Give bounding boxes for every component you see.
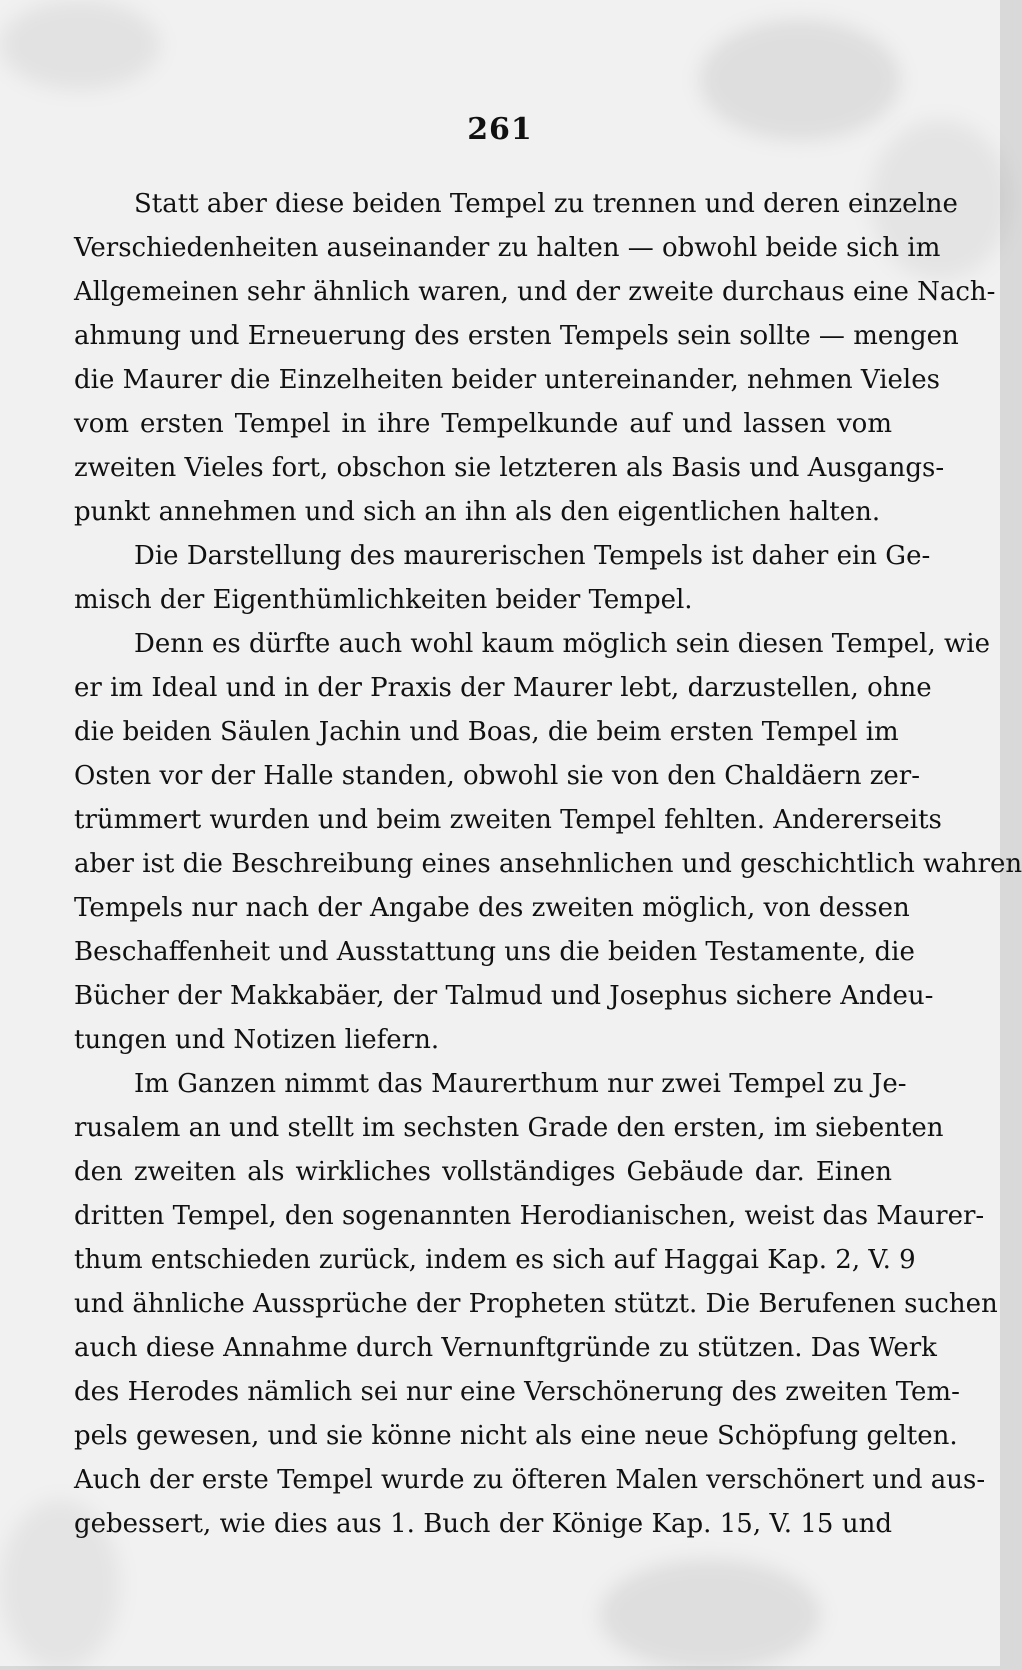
paper-stain bbox=[600, 1560, 820, 1670]
text-line: Beschaffenheit und Ausstattung uns die beiden Testamente, die bbox=[74, 937, 915, 967]
text-line: vom ersten Tempel in ihre Tempelkunde auf und lassen vom bbox=[74, 409, 892, 439]
text-line: Im Ganzen nimmt das Maurerthum nur zwei Tempel zu Je- bbox=[134, 1069, 907, 1099]
text-line: Tempels nur nach der Angabe des zweiten möglich, von dessen bbox=[74, 893, 910, 923]
paragraph-4 bbox=[74, 1062, 998, 1546]
text-line: rusalem an und stellt im sechsten Grade den ersten, im siebenten bbox=[74, 1113, 944, 1143]
text-line: Osten vor der Halle standen, obwohl sie von den Chaldäern zer- bbox=[74, 761, 921, 791]
text-line: trümmert wurden und beim zweiten Tempel fehlten. Andererseits bbox=[74, 805, 942, 835]
text-line: er im Ideal und in der Praxis der Maurer lebt, darzustellen, ohne bbox=[74, 673, 932, 703]
paper-stain bbox=[0, 0, 160, 90]
text-line: misch der Eigenthümlichkeiten beider Tempel. bbox=[74, 585, 693, 615]
text-line: pels gewesen, und sie könne nicht als eine neue Schöpfung gelten. bbox=[74, 1421, 958, 1451]
text-line: und ähnliche Aussprüche der Propheten stützt. Die Berufenen suchen bbox=[74, 1289, 998, 1319]
paragraph-3 bbox=[74, 622, 1022, 1062]
text-line: gebessert, wie dies aus 1. Buch der Könige Kap. 15, V. 15 und bbox=[74, 1509, 892, 1539]
text-line: tungen und Notizen liefern. bbox=[74, 1025, 440, 1055]
text-line: zweiten Vieles fort, obschon sie letzteren als Basis und Ausgangs- bbox=[74, 453, 945, 483]
text-line: Auch der erste Tempel wurde zu öfteren Malen verschönert und aus- bbox=[74, 1465, 986, 1495]
text-line: ahmung und Erneuerung des ersten Tempels sein sollte — mengen bbox=[74, 321, 959, 351]
text-line: die beiden Säulen Jachin und Boas, die beim ersten Tempel im bbox=[74, 717, 899, 747]
text-line: auch diese Annahme durch Vernunftgründe zu stützen. Das Werk bbox=[74, 1333, 937, 1363]
text-line: thum entschieden zurück, indem es sich auf Haggai Kap. 2, V. 9 bbox=[74, 1245, 916, 1275]
text-line: den zweiten als wirkliches vollständiges Gebäude dar. Einen bbox=[74, 1157, 892, 1187]
text-line: die Maurer die Einzelheiten beider untereinander, nehmen Vieles bbox=[74, 365, 940, 395]
paragraph-2 bbox=[74, 534, 931, 622]
text-line: Die Darstellung des maurerischen Tempels ist daher ein Ge- bbox=[134, 541, 931, 571]
text-line: Verschiedenheiten auseinander zu halten — obwohl beide sich im bbox=[74, 233, 941, 263]
text-line: des Herodes nämlich sei nur eine Verschönerung des zweiten Tem- bbox=[74, 1377, 960, 1407]
text-line: Bücher der Makkabäer, der Talmud und Josephus sichere Andeu- bbox=[74, 981, 934, 1011]
text-line: Statt aber diese beiden Tempel zu trennen und deren einzelne bbox=[134, 189, 958, 219]
text-line: dritten Tempel, den sogenannten Herodianischen, weist das Maurer- bbox=[74, 1201, 985, 1231]
text-line: punkt annehmen und sich an ihn als den eigentlichen halten. bbox=[74, 497, 881, 527]
text-line: aber ist die Beschreibung eines ansehnlichen und geschichtlich wahren bbox=[74, 849, 1022, 879]
paragraph-1 bbox=[74, 182, 996, 534]
text-line: Denn es dürfte auch wohl kaum möglich sein diesen Tempel, wie bbox=[134, 629, 990, 659]
page-number: 261 bbox=[467, 112, 533, 147]
body-text bbox=[74, 182, 1022, 1546]
text-line: Allgemeinen sehr ähnlich waren, und der zweite durchaus eine Nach- bbox=[74, 277, 996, 307]
